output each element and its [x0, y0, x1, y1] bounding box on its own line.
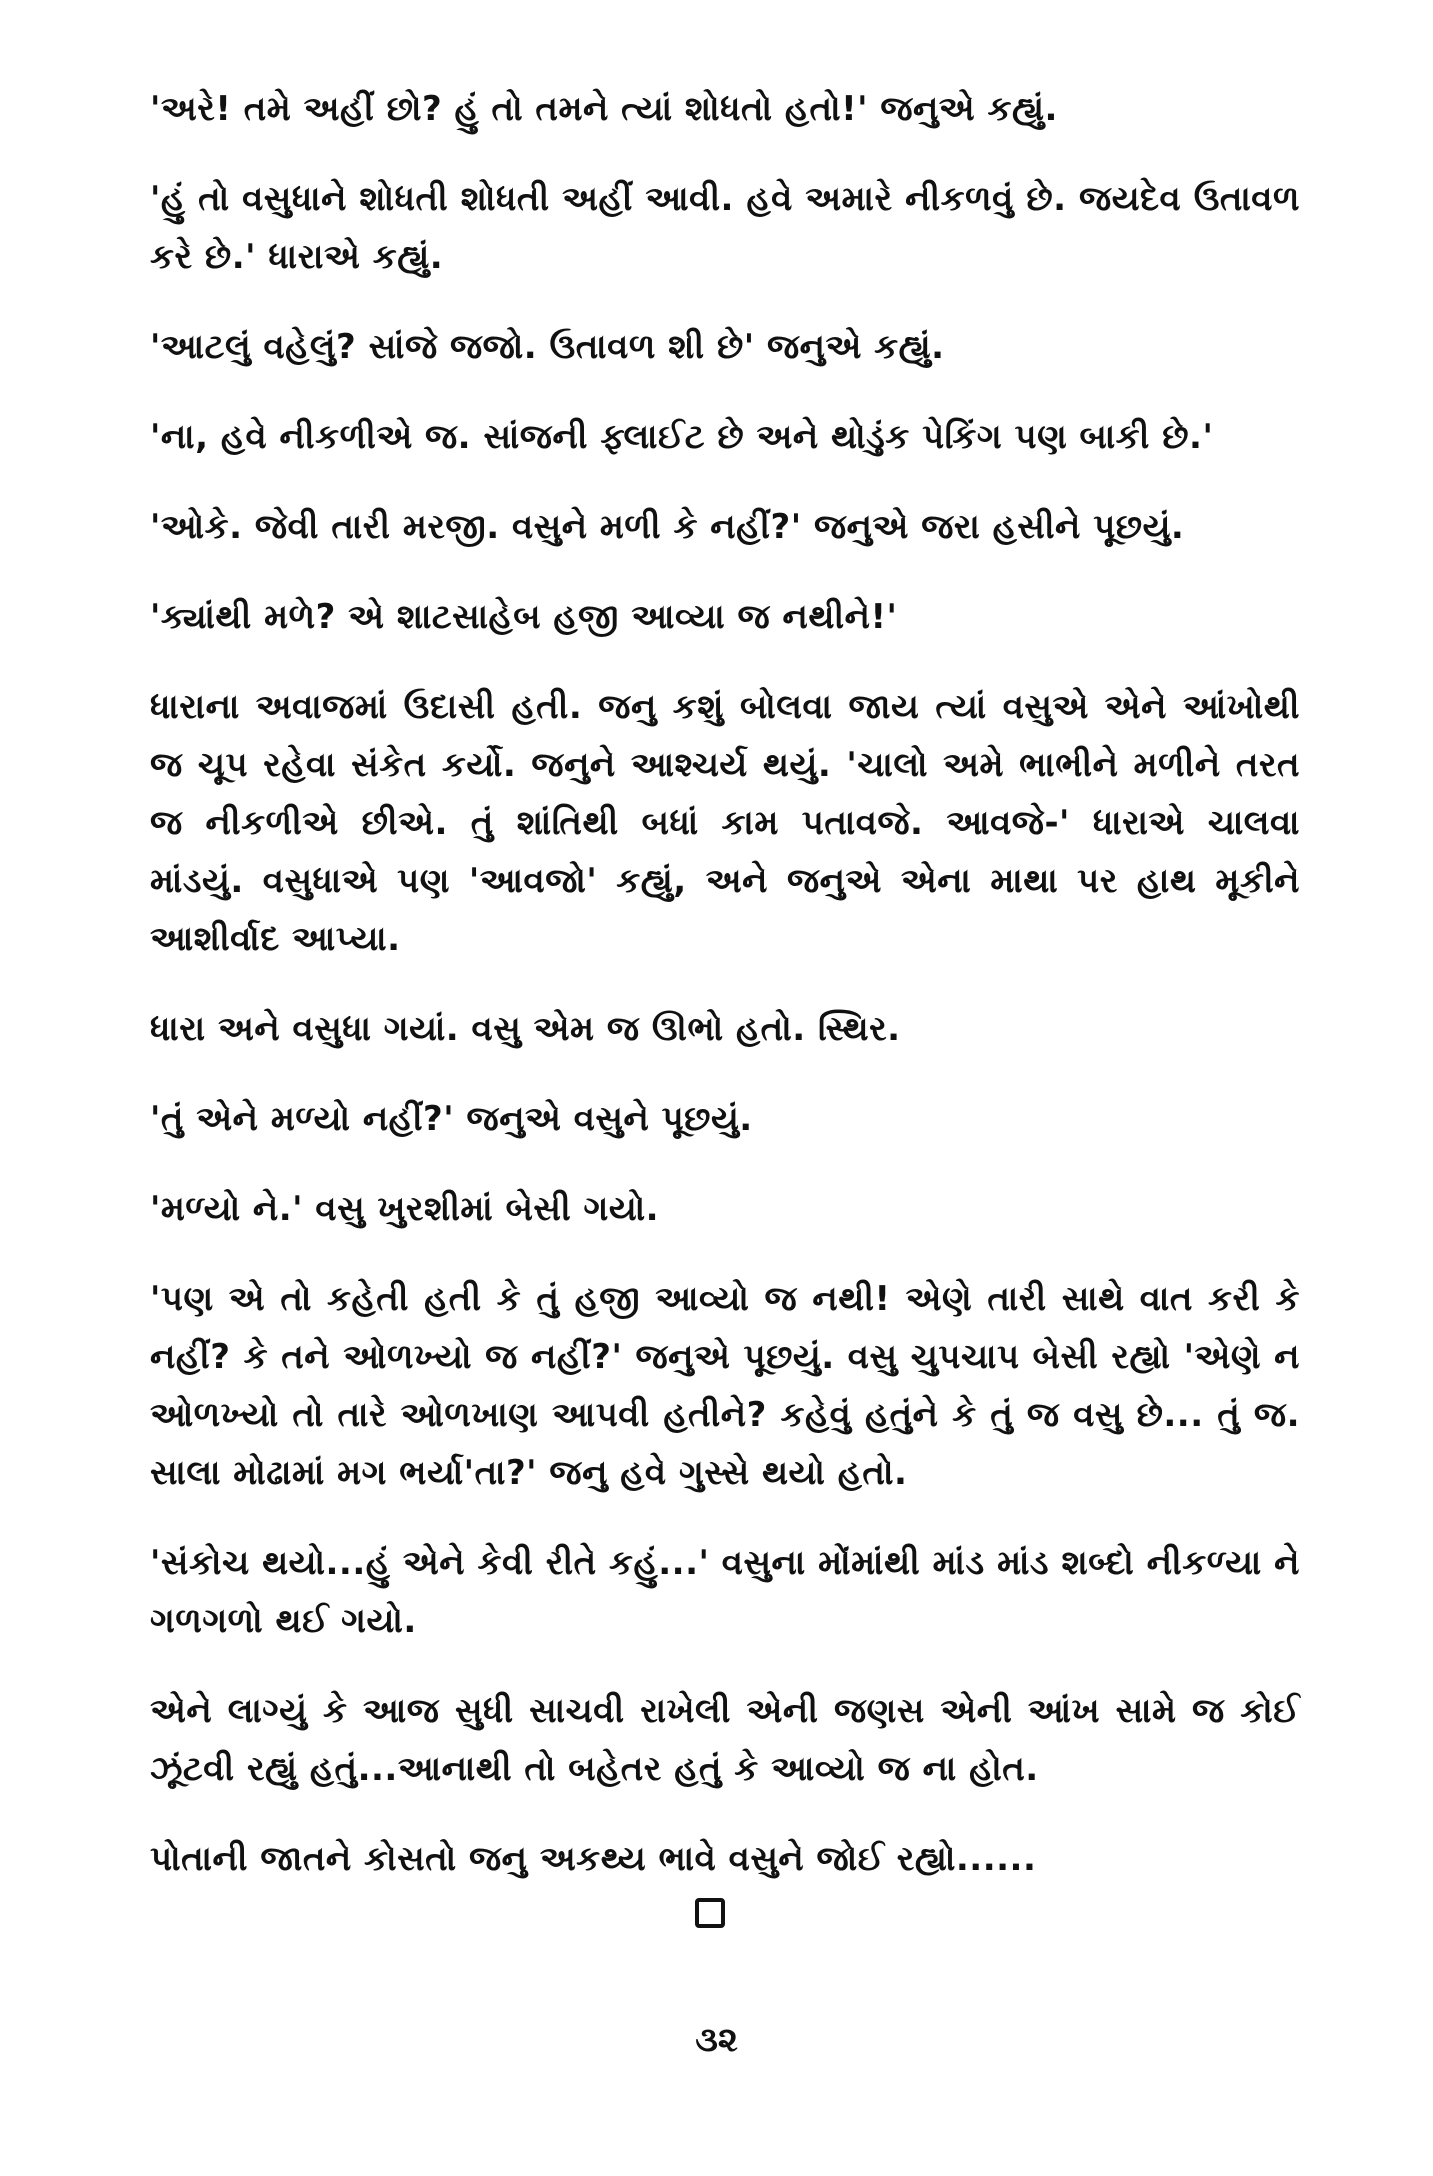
paragraph-7: ધારાના અવાજમાં ઉદાસી હતી. જનુ કશું બોલવા જાય ત્યાં વસુએ એને આંખોથી જ ચૂપ રહેવા સંકેત કર્યો. જનુને આશ્ચર્ય થયું. 'ચાલો અમે ભાભીને મળીને તરત જ નીકળીએ છીએ. તું શાંતિથી બધાં કામ પતાવજે. આવજે-' ધારાએ ચાલવા માંડયું. વસુધાએ પણ 'આવજો' કહ્યું, અને જનુએ એના માથા પર હાથ મૂકીને આશીર્વાદ આપ્યા.: [150, 687, 1300, 959]
paragraph-2: 'હું તો વસુધાને શોધતી શોધતી અહીં આવી. હવે અમારે નીકળવું છે. જયદેવ ઉતાવળ કરે છે.' ધારાએ કહ્યું.: [150, 179, 1300, 277]
paragraph-14: પોતાની જાતને કોસતો જનુ અકથ્ય ભાવે વસુને જોઈ રહ્યો......: [150, 1839, 1037, 1879]
paragraph-13: એને લાગ્યું કે આજ સુધી સાચવી રાખેલી એની જણસ એની આંખ સામે જ કોઈ ઝૂંટવી રહ્યું હતું...આનાથી તો બહેતર હતું કે આવ્યો જ ના હોત.: [150, 1691, 1300, 1789]
paragraph-4: 'ના, હવે નીકળીએ જ. સાંજની ફ્લાઈટ છે અને થોડુંક પેકિંગ પણ બાકી છે.': [150, 417, 1214, 457]
paragraph-1: 'અરે! તમે અહીં છો? હું તો તમને ત્યાં શોધતો હતો!' જનુએ કહ્યું.: [150, 89, 1058, 129]
book-page: [150, 80, 1300, 2120]
paragraph-8: ધારા અને વસુધા ગયાં. વસુ એમ જ ઊભો હતો. સ્થિર.: [150, 1009, 901, 1049]
paragraph-9: 'તું એને મળ્યો નહીં?' જનુએ વસુને પૂછયું.: [150, 1099, 753, 1139]
page-number: ૩૨: [695, 2020, 738, 2060]
paragraph-12: 'સંકોચ થયો...હું એને કેવી રીતે કહું...' વસુના મોંમાંથી માંડ માંડ શબ્દો નીકળ્યા ને ગળગળો થઈ ગયો.: [150, 1543, 1300, 1641]
paragraph-5: 'ઓકે. જેવી તારી મરજી. વસુને મળી કે નહીં?' જનુએ જરા હસીને પૂછયું.: [150, 507, 1185, 547]
paragraph-11: 'પણ એ તો કહેતી હતી કે તું હજી આવ્યો જ નથી! એણે તારી સાથે વાત કરી કે નહીં? કે તને ઓળખ્યો જ નહીં?' જનુએ પૂછયું. વસુ ચુપચાપ બેસી રહ્યો 'એણે ન ઓળખ્યો તો તારે ઓળખાણ આપવી હતીને? કહેવું હતુંને કે તું જ વસુ છે... તું જ. સાલા મોઢામાં મગ ભર્યા'તા?' જનુ હવે ગુસ્સે થયો હતો.: [150, 1279, 1300, 1493]
paragraph-3: 'આટલું વહેલું? સાંજે જજો. ઉતાવળ શી છે' જનુએ કહ્યું.: [150, 327, 945, 367]
paragraph-6: 'ક્યાંથી મળે? એ શાટસાહેબ હજી આવ્યા જ નથીને!': [150, 597, 898, 637]
end-of-story-mark: [695, 1898, 725, 1928]
paragraph-10: 'મળ્યો ને.' વસુ ખુરશીમાં બેસી ગયો.: [150, 1189, 660, 1229]
